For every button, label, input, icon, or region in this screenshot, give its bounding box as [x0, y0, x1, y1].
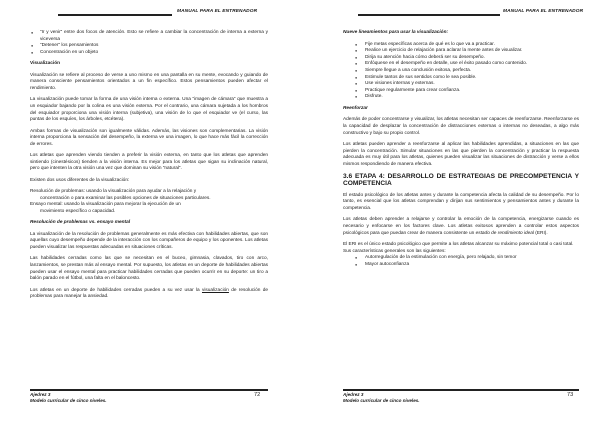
list-item: ● Use visiones internas y externas.	[343, 81, 579, 88]
use-problem-solving-cont: concentración o para examinar las posibles opciones de situaciones particulares.	[40, 195, 211, 201]
paragraph: El ERI es el único estado psicológico que permite a los atletas alcanzar su máximo potencial total o casi total. Sus características generales son las siguientes:	[343, 242, 574, 254]
footer-line1: Ajedrez 3	[30, 392, 51, 397]
left-content	[30, 30, 268, 306]
paragraph: El estado psicológico de los atletas antes y durante la competencia afecta la calidad de su desempeño. Por lo tanto, es esencial que los atletas comprendan y dirijan sus sentimientos y pensamientos antes y durante la competencia.	[343, 192, 579, 212]
right-page	[300, 0, 600, 424]
paragraph: La visualización de la resolución de problemas generalmente es más efectiva con habilidades abiertas, que son aquellas cuyo desempeño depende de la interacción con los compañeros de equipo y los oponentes. Los atletas pueden visualizar las respuestas adecuadas en situaciones críticas.	[30, 231, 268, 251]
header-title: MANUAL PARA EL ENTRENADOR	[503, 9, 584, 14]
list-item: ● Mayor autoconfianza	[343, 262, 579, 269]
list-item: ● Concentración en un objeto	[30, 50, 268, 57]
header-rule	[358, 14, 500, 16]
list-item: ● Disfrute.	[343, 94, 579, 101]
focus-bullets	[30, 30, 268, 56]
list-item: ● Practique regularmente para crear confianza.	[343, 88, 579, 95]
paragraph: Además de poder concentrarse y visualizar, los atletas necesitan ser capaces de reenforzarse. Reenforzarse es la capacidad de desplazar la concentración de distracciones externas o internas no deseadas, a algo más constructivo y bajo su propio control.	[343, 117, 579, 136]
footer-line1: Ajedrez 3	[343, 392, 364, 397]
footer-line2: Modelo curricular de cinco niveles.	[30, 397, 107, 403]
footer	[343, 392, 420, 403]
footer-rule	[30, 389, 268, 391]
paragraph: La visualización puede tomar la forma de una visión interna o externa. Una “imagen de cámara” que muestra a un esquiador bajando por la colina es una visión externa. Por el contrario, una cámara sujetada a los hombros del esquiador proporciona una visión interna (subjetiva), una visión de lo que el esquiador ve (el curso, las puntas de los esquíes, los árboles, etcétera).	[30, 97, 268, 123]
paragraph: Existen dos usos diferentes de la visualización:	[30, 177, 130, 183]
use-mental-rehearsal: Ensayo mental: usando la visualización para mejorar la ejecución de un	[30, 202, 181, 208]
paragraph: Ambas formas de visualización son igualmente válidas. Además, las visiones son complementarias. La visión interna proporciona la sensación del desempeño, la externa ve una imagen, lo que hace más fácil la corrección de errores.	[30, 128, 268, 147]
traits-list	[343, 255, 579, 268]
list-item: ● Autorregulación de la estimulación con energía, pero relajado, sin temor	[343, 255, 579, 262]
paragraph: Los atletas deben aprender a relajarse y controlar la emoción de la competencia, energizarse cuando es necesario y enfocarse en los factores clave. Los atletas exitosos aprenden a controlar estos aspectos psicológicos para que puedan crear de manera consistente un estado de rendimiento ideal (ERI).	[343, 217, 579, 236]
visualization-heading: Visualización	[30, 61, 61, 67]
paragraph: Los atletas que aprenden viendo tienden a preferir la visión externa, en tanto que los atletas que aprenden sintiendo (cinestésicos) tienden a la visión interna. Es mejor para los atletas que sigan su inclinación natural, pero que intenten la otra visión una vez que dominan su visión “natural”.	[30, 153, 268, 172]
paragraph: Las habilidades cerradas como las que se necesitan en el buceo, gimnasia, clavados, tiro con arco, lanzamientos, se prestan más al ensayo mental. Por supuesto, los atletas en un deporte de habilidades abiertas pueden usar el ensayo mental para practicar habilidades cerradas que pueden ocurrir en su deporte: un tiro a balón parado en el fútbol, una falta en el baloncesto.	[30, 256, 268, 282]
right-content	[343, 30, 579, 273]
underlined-term: visualización	[201, 287, 229, 293]
paragraph: Los atletas en un deporte de habilidades cerradas pueden a su vez usar la visualización de resolución de problemas para manejar la ansiedad.	[30, 287, 269, 300]
section-heading: 3.6 ETAPA 4: DESARROLLO DE ESTRATEGIAS DE PRECOMPETENCIA Y COMPETENCIA	[343, 173, 579, 188]
problem-heading: Resolución de problemas vs. ensayo mental	[30, 220, 131, 226]
list-item: ● Siempre llegue a una conclusión exitosa, perfecta.	[343, 68, 579, 75]
footer-rule	[343, 389, 579, 391]
page-number: 72	[254, 392, 261, 398]
list-item: ● Estimule tantos de sus sentidos como le sea posible.	[343, 75, 579, 82]
uses-list	[30, 189, 268, 215]
page-number: 73	[567, 392, 574, 398]
guidelines-heading: Nueve lineamientos para usar la visualización:	[343, 30, 449, 35]
list-item: ● “Ir y venir” entre dos focos de atención. Esto se refiere a cambiar la concentración de interna a externa y viceversa	[30, 30, 268, 43]
footer-line2: Modelo curricular de cinco niveles.	[343, 397, 420, 403]
guidelines-list	[343, 42, 579, 101]
list-item: ● Realice un ejercicio de relajación para aclarar la mente antes de visualizar.	[343, 48, 579, 55]
paragraph: Los atletas pueden aprender a reenforzarse al aplicar las habilidades aprendidas, a situaciones en las que pierden la concentración. Simular situaciones en las que pierden la concentración y practicar la respuesta adecuada es muy útil para los atletas, quienes pueden visualizar las situaciones de distracción y verse a ellos mismos respondiendo de manera efectiva.	[343, 141, 579, 167]
header-title: MANUAL PARA EL ENTRENADOR	[177, 9, 258, 14]
list-item: ● “Detener” los pensamientos	[30, 43, 268, 50]
list-item: ● Fije metas específicas acerca de qué es lo que va a practicar.	[343, 42, 579, 49]
list-item: ● Dirija su atención hacia cómo deberá ser su desempeño.	[343, 55, 579, 62]
paragraph: Visualización se refiere al proceso de verse a uno mismo en una pantalla en su mente, evocando y guiando de manera consciente pensamientos orientados a un fin específico. Estos pensamientos pueden afectar el rendimiento.	[30, 72, 268, 91]
list-item: ● Enfóquese en el desempeño en detalle, use el éxito pasado como contenido.	[343, 61, 579, 68]
footer	[30, 392, 107, 403]
reinforce-heading: Reenforzar	[343, 105, 368, 111]
use-problem-solving: Resolución de problemas: usando la visualización para ayudar a la relajación y	[30, 189, 197, 195]
header-rule	[58, 14, 172, 16]
use-mental-rehearsal-cont: movimiento específico o capacidad.	[40, 208, 116, 214]
italic-term: estado de rendimiento ideal	[475, 230, 534, 236]
